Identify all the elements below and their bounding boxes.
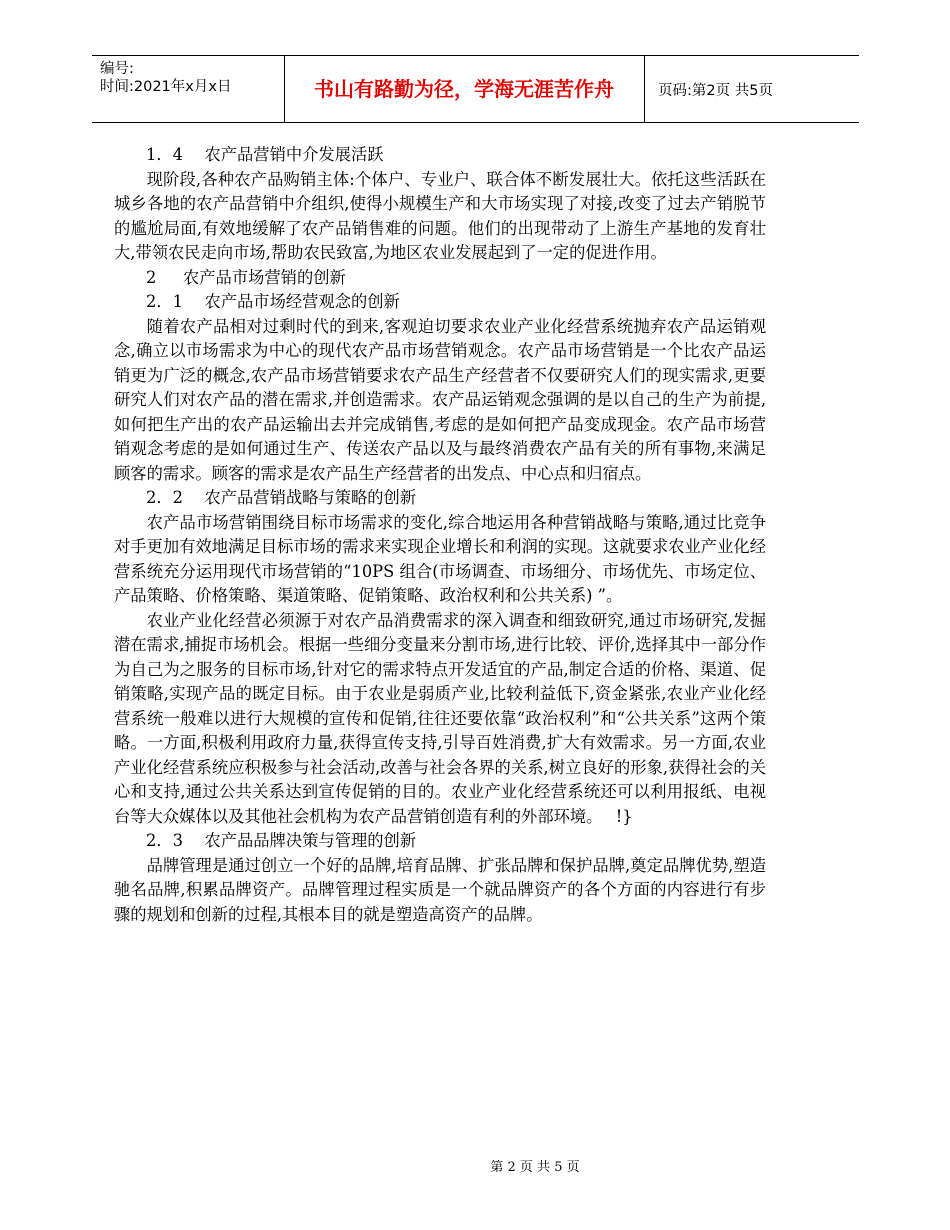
body-paragraph: 农业产业化经营必须源于对农产品消费需求的深入调查和细致研究,通过市场研究,发掘潜在需求,捕捉市场机会。根据一些细分变量来分割市场,进行比较、评价,选择其中一部分作为自己为之服务的目标市场,针对它的需求特点开发适宜的产品,制定合适的价格、渠道、促销策略,实现产品的既定目标。由于农业是弱质产业,比较利益低下,资金紧张,农业产业化经营系统一般难以进行大规模的宣传和促销,往往还要依靠“政治权利”和“公共关系”这两个策略。一方面,积极利用政府力量,获得宣传支持,引导百姓消费,扩大有效需求。另一方面,农业产业化经营系统应积极参与社会活动,改善与社会各界的关系,树立良好的形象,获得社会的关心和支持,通过公共关系达到宣传促销的目的。农业产业化经营系统还可以利用报纸、电视台等大众媒体以及其他社会机构为农产品营销创造有利的外部环境。 !} bbox=[114, 610, 766, 826]
header-motto: 书山有路勤为径，学海无涯苦作舟 bbox=[314, 77, 614, 101]
section-heading: 1．4 农产品营销中介发展活跃 bbox=[146, 145, 384, 164]
document-number-label: 编号: bbox=[100, 61, 134, 77]
section-heading: 2 农产品市场营销的创新 bbox=[146, 267, 346, 287]
page-header bbox=[92, 55, 859, 123]
header-meta bbox=[92, 56, 284, 122]
document-time-label: 时间:2021年x月x日 bbox=[100, 79, 232, 95]
document-body bbox=[114, 143, 766, 927]
section-heading: 2．2 农产品营销战略与策略的创新 bbox=[146, 488, 417, 507]
header-page-info: 页码:第2页 共5页 bbox=[658, 83, 773, 99]
page-footer: 第 2 页 共 5 页 bbox=[490, 1160, 580, 1175]
header-divider-right bbox=[644, 56, 645, 122]
section-heading: 2．1 农产品市场经营观念的创新 bbox=[146, 292, 400, 311]
section-heading: 2．3 农产品品牌决策与管理的创新 bbox=[146, 831, 417, 850]
body-paragraph: 现阶段,各种农产品购销主体:个体户、专业户、联合体不断发展壮大。依托这些活跃在城乡各地的农产品营销中介组织,使得小规模生产和大市场实现了对接,改变了过去产销脱节的尴尬局面,有效地缓解了农产品销售难的问题。他们的出现带动了上游生产基地的发育壮大,带领农民走向市场,帮助农民致富,为地区农业发展起到了一定的促进作用。 bbox=[114, 169, 766, 262]
body-paragraph: 农产品市场营销围绕目标市场需求的变化,综合地运用各种营销战略与策略,通过比竞争对手更加有效地满足目标市场的需求来实现企业增长和利润的实现。这就要求农业产业化经营系统充分运用现代市场营销的“10PS 组合(市场调查、市场细分、市场优先、市场定位、产品策略、价格策略、渠道策略、促销策略、政治权利和公共关系) ”。 bbox=[114, 512, 766, 605]
body-paragraph: 品牌管理是通过创立一个好的品牌,培育品牌、扩张品牌和保护品牌,奠定品牌优势,塑造驰名品牌,积累品牌资产。品牌管理过程实质是一个就品牌资产的各个方面的内容进行有步骤的规划和创新的过程,其根本目的就是塑造高资产的品牌。 bbox=[114, 855, 766, 924]
body-paragraph: 随着农产品相对过剩时代的到来,客观迫切要求农业产业化经营系统抛弃农产品运销观念,确立以市场需求为中心的现代农产品市场营销观念。农产品市场营销是一个比农产品运销更为广泛的概念,农产品市场营销要求农产品生产经营者不仅要研究人们的现实需求,更要研究人们对农产品的潜在需求,并创造需求。农产品运销观念强调的是以自己的生产为前提,如何把生产出的农产品运输出去并完成销售,考虑的是如何把产品变成现金。农产品市场营销观念考虑的是如何通过生产、传送农产品以及与最终消费农产品有关的所有事物,来满足顾客的需求。顾客的需求是农产品生产经营者的出发点、中心点和归宿点。 bbox=[114, 316, 766, 483]
